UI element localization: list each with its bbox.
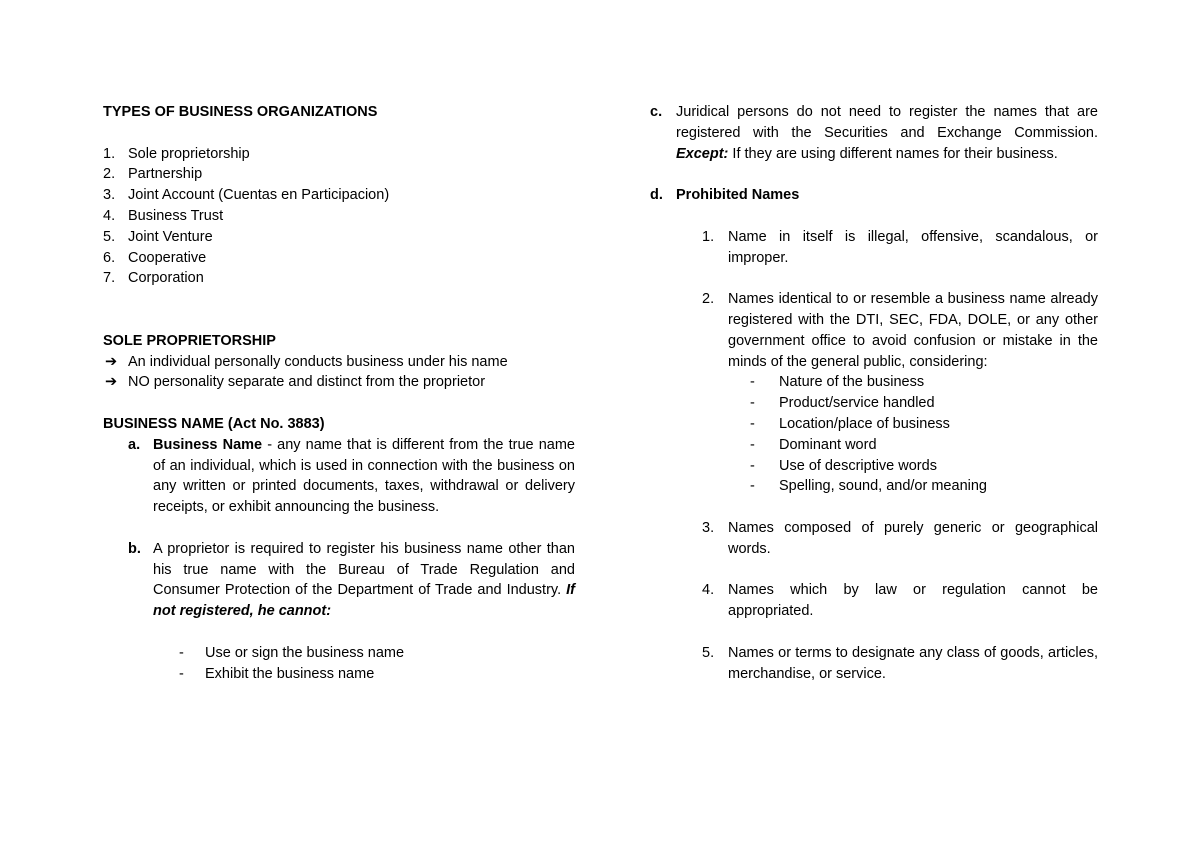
list-text: Names identical to or resemble a business name already registered with the DTI, SEC, FDA, DOLE, or any other government office to avoid confusion or mistake in the minds of the general public, considering: [728,291,1098,370]
list-number: 4. [702,582,715,599]
list-number: 3. [103,187,116,204]
prohibited-item [650,227,1098,269]
list-number: 6. [103,249,116,266]
consideration-item [650,372,1098,393]
list-text: Joint Account (Cuentas en Participacion) [128,187,390,204]
item-b-text [153,539,575,622]
except-text: If they are using different names for their business. [728,145,1058,162]
dash: - [750,374,755,391]
list-text: Partnership [128,166,203,183]
dash-item [103,664,575,685]
requirement: A proprietor is required to register his business name other than his true name with the Bureau of Trade Regulation and Consumer Protection of the Department of Trade and Industry. [153,540,575,599]
except-label: Except: [676,145,729,162]
list-item [103,164,575,185]
dash-text: Nature of the business [779,374,925,391]
list-item [103,144,575,165]
item-d-title: Prohibited Names [676,187,800,204]
item-label: a. [128,436,141,453]
business-name-heading: BUSINESS NAME (Act No. 3883) [103,415,325,432]
prohibited-item [650,643,1098,685]
left-column [103,102,575,684]
list-item [103,185,575,206]
list-text: Names or terms to designate any class of goods, articles, merchandise, or service. [728,644,1098,682]
list-item [103,248,575,269]
list-item [103,206,575,227]
sole-heading: SOLE PROPRIETORSHIP [103,332,276,349]
bullet-item [103,372,575,393]
definition: - any name that is different from the true name of an individual, which is used in connection with the business on any written or printed documents, taxes, withdrawal or delivery receipts, or exhibit announcing the business. [153,436,575,516]
term: Business Name [153,436,263,453]
dash-text: Use or sign the business name [205,644,405,661]
arrow-icon: ➔ [105,353,118,370]
list-number: 2. [103,166,116,183]
bullet-item [103,352,575,373]
dash: - [750,415,755,432]
item-a-text [153,435,575,518]
right-column [650,102,1098,684]
emphasis: If not registered, he cannot: [153,582,575,620]
types-heading: TYPES OF BUSINESS ORGANIZATIONS [103,104,378,120]
list-text: Name in itself is illegal, offensive, scandalous, or improper. [728,228,1098,266]
types-list [103,144,575,290]
consideration-item [650,476,1098,497]
list-item [103,268,575,289]
prohibited-item [650,518,1098,560]
dash: - [750,395,755,412]
consideration-item [650,456,1098,477]
dash-text: Use of descriptive words [779,457,937,474]
list-number: 3. [702,519,715,536]
statement: Juridical persons do not need to register the names that are registered with the Securities and Exchange Commission. [676,104,1098,141]
arrow-icon: ➔ [105,374,118,391]
list-text: Cooperative [128,249,207,266]
list-number: 7. [103,270,116,287]
list-text: Names which by law or regulation cannot be appropriated. [728,582,1098,620]
dash-item [103,643,575,664]
dash-text: Spelling, sound, and/or meaning [779,478,987,495]
prohibited-item [650,580,1098,622]
dash: - [179,644,184,661]
consideration-item [650,393,1098,414]
item-a [103,435,575,518]
bullet-text: NO personality separate and distinct from the proprietor [128,374,486,391]
list-text: Joint Venture [128,228,213,245]
consideration-item [650,435,1098,456]
list-text: Corporation [128,270,204,287]
item-label: b. [128,540,141,557]
dash-text: Exhibit the business name [205,665,375,682]
dash: - [179,665,184,682]
list-number: 5. [103,228,116,245]
list-text: Names composed of purely generic or geographical words. [728,519,1098,557]
dash-text: Product/service handled [779,395,935,412]
dash: - [750,436,755,453]
item-b [103,539,575,622]
dash: - [750,478,755,495]
consideration-item [650,414,1098,435]
dash-text: Dominant word [779,436,877,453]
list-item [103,227,575,248]
bullet-text: An individual personally conducts business under his name [128,353,508,370]
list-text: Business Trust [128,207,224,224]
list-number: 1. [103,145,116,162]
item-c [650,102,1098,164]
item-d [650,185,1098,206]
dash: - [750,457,755,474]
item-c-text [676,102,1098,164]
list-number: 4. [103,207,116,224]
list-text: Sole proprietorship [128,145,250,162]
item-label: c. [650,104,663,120]
list-number: 2. [702,291,715,308]
item-label: d. [650,187,663,204]
prohibited-item [650,289,1098,372]
list-number: 5. [702,644,715,661]
list-number: 1. [702,228,715,245]
dash-text: Location/place of business [779,415,950,432]
